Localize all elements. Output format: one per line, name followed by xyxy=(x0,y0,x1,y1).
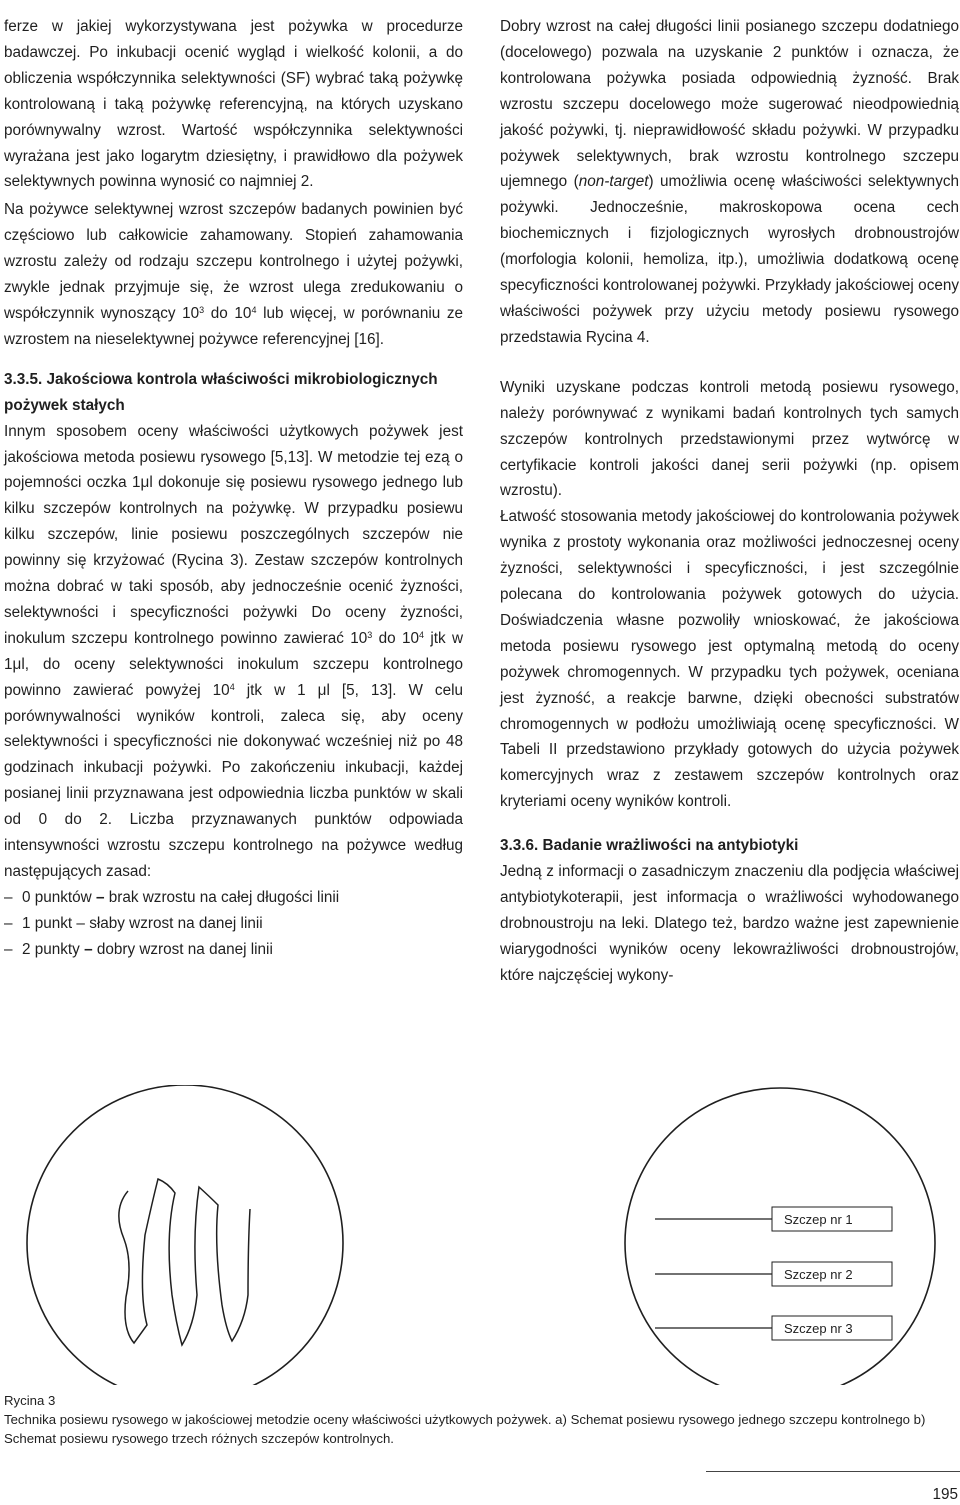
footer-divider xyxy=(706,1471,960,1472)
caption-text: Technika posiewu rysowego w jakościowej metodzie oceny właściwości użytkowych pożywek. a) Schemat posiewu rysowego jednego szczepu kontrolnego b) Schemat posiewu rysowego trzech różnych szczepów kontrolnych. xyxy=(4,1412,926,1446)
paragraph: Na pożywce selektywnej wzrost szczepów badanych powinien być częściowo lub całkowicie zahamowany. Stopień zahamowania wzrostu zależy od rodzaju szczepu kontrolnego i użytej pożywki, zwykle jednak przyjmuje się, że wzrost ulega zredukowaniu o współczynnik wynoszący $10^3$ do $10^4$ lub więcej, w porównaniu ze wzrostem na nieselektywnej pożywce referencyjnej [16]. xyxy=(4,201,463,348)
list-item: – 1 punkt – słaby wzrost na danej linii xyxy=(4,914,263,932)
page-number: 195 xyxy=(932,1486,958,1503)
paragraph: Innym sposobem oceny właściwości użytkowych pożywek jest jakościowa metoda posiewu rysowego [5,13]. W metodzie tej ezą o pojemności oczka 1μl dokonuje się posiewu rysowego jednego lub kilku szczepów kontrolnych na pożywkę. W przypadku posiewu kilku szczepów, linie posiewu poszczególnych szczepów nie powinny się krzyżować (Rycina 3). Zestaw szczepów kontrolnych można dobrać w taki sposób, aby jednocześnie ocenić żyzności, selektywności i specyficzności pożywki Do oceny żyzności, inokulum szczepu kontrolnego powinno zawierać $10^3$ do $10^4$ jtk w 1μl, do oceny selektywności inokulum szczepu kontrolnego powinno zawierać powyżej $10^4$ jtk w 1 μl [5, 13]. W celu porównywalności wyników kontroli, zaleca się, aby oceny selektywności i specyficzności nie dokonywać wcześniej niż po 48 godzinach inkubacji pożywki. Po zakończeniu inkubacji, każdej posianej linii przyznawana jest odpowiednia liczba punktów w skali od 0 do 2. Liczba przyznawanych punktów odpowiada intensywności wzrostu szczepu kontrolnego na pożywce według następujących zasad: xyxy=(4,422,463,880)
figure-caption xyxy=(4,1391,958,1448)
streak-line-zigzag xyxy=(119,1179,250,1345)
strain-label-2: Szczep nr 2 xyxy=(784,1267,853,1282)
paragraph: Dobry wzrost na całej długości linii posianego szczepu dodatniego (docelowego) pozwala na uzyskanie 2 punktów i oznacza, że kontrolowana pożywka posiada odpowiednią żyzność. Brak wzrostu szczepu docelowego może sugerować nieodpowiednią jakość pożywki, tj. nieprawidłowość składu pożywki. W przypadku pożywek selektywnych, brak wzrostu kontrolnego szczepu ujemnego (non-target) umożliwia ocenę właściwości selektywnych pożywki. Jednocześnie, makroskopowa ocena cech biochemicznych i fizjologicznych wyrosłych drobnoustrojów (morfologia kolonii, hemoliza, itp.), umożliwia dodatkową ocenę specyficzności kontrolowanej pożywki. Przykłady jakościowej oceny właściwości pożywek przy użyciu metody posiewu rysowego przedstawia Rycina 4. xyxy=(500,18,959,346)
paragraph: ferze w jakiej wykorzystywana jest pożywka w procedurze badawczej. Po inkubacji ocenić wygląd i wielkość kolonii, a do obliczenia współczynnika selektywności (SF) wybrać taką pożywkę kontrolowaną i taką pożywkę referencyjną, na których uzyskano porównywalny wzrost. Wartość współczynnika selektywności wyrażana jest jako logarytm dziesiętny, i prawidłowo dla pożywek selektywnych powinna wynosić co najmniej 2. xyxy=(4,18,463,191)
caption-title: Rycina 3 xyxy=(4,1393,56,1408)
right-column xyxy=(500,14,959,989)
list-item: – 0 punktów – brak wzrostu na całej długości linii xyxy=(4,888,340,906)
paragraph: Wyniki uzyskane podczas kontroli metodą posiewu rysowego, należy porównywać z wynikami badań kontrolnych tych samych szczepów kontrolnych przedstawionymi przez wytwórcę w certyfikacie kontroli jakości danej serii pożywki (np. opisem wzrostu). xyxy=(500,378,959,500)
paragraph: Łatwość stosowania metody jakościowej do kontrolowania pożywek wynika z prostoty wykonania oraz możliwości jednoczesnej oceny żyzności, selektywności i specyficzności, i jest szczególnie polecana do kontrolowania pożywek gotowych do użycia. Doświadczenia własne pozwoliły wnioskować, że jakościowa metoda posiewu rysowego jest optymalną metodą do oceny pożywek chromogennych. W przypadku tych pożywek, oceniana jest żyzność, a reakcje barwne, dzięki obecności substratów chromogennych w podłożu umożliwiają ocenę specyficzności. W Tabeli II przedstawiono przykłady gotowych do użycia pożywek komercyjnych wraz z zestawem szczepów kontrolnych oraz kryteriami oceny wyników kontroli. xyxy=(500,508,959,811)
scoring-rules-list xyxy=(4,885,463,963)
section-heading: 3.3.5. Jakościowa kontrola właściwości mikrobiologicznych pożywek stałych xyxy=(4,370,438,414)
strain-label-1: Szczep nr 1 xyxy=(784,1212,853,1227)
paragraph: Jedną z informacji o zasadniczym znaczeniu dla podjęcia właściwej antybiotykoterapii, jest informacja o wrażliwości wyhodowanego drobnoustroju na leki. Dlatego też, bardzo ważne jest zapewnienie wiarygodności wyników oceny lekowrażliwości drobnoustrojów, które najczęściej wykony- xyxy=(500,863,959,984)
section-heading: 3.3.6. Badanie wrażliwości na antybiotyki xyxy=(500,837,799,855)
left-column xyxy=(4,14,463,963)
list-item: – 2 punkty – dobry wzrost na danej linii xyxy=(4,940,273,958)
figure-svg xyxy=(0,1085,960,1385)
figure-streak-diagram xyxy=(0,1085,960,1385)
strain-label-3: Szczep nr 3 xyxy=(784,1321,853,1336)
